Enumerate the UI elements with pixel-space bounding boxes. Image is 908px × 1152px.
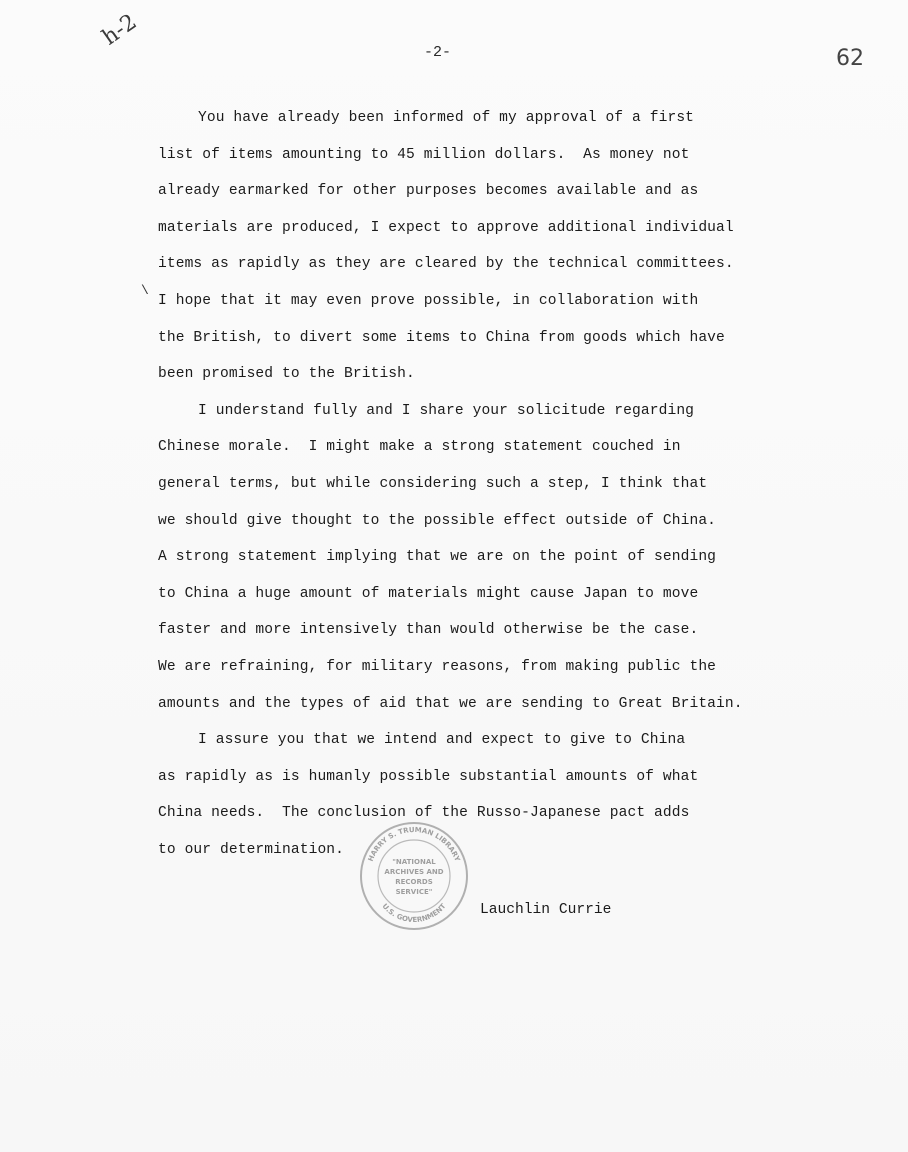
text-line: We are refraining, for military reasons, from making public the (158, 658, 717, 675)
text-line: to our determination. (158, 841, 345, 858)
text-line: to China a huge amount of materials might cause Japan to move (158, 585, 699, 602)
archive-stamp-icon (358, 820, 470, 932)
text-line: materials are produced, I expect to approve additional individual (158, 219, 734, 236)
text-line: I hope that it may even prove possible, in collaboration with (158, 292, 699, 309)
stamp-inner-line: ARCHIVES AND (384, 868, 444, 876)
page-marker: -2- (424, 44, 452, 61)
text-line: I understand fully and I share your solicitude regarding (198, 402, 695, 419)
stamp-inner-line: "NATIONAL (392, 858, 436, 866)
text-line: faster and more intensively than would otherwise be the case. (158, 622, 699, 639)
handwritten-note: h-2 (98, 9, 142, 51)
stamp-inner-line: SERVICE" (395, 888, 433, 896)
text-line: the British, to divert some items to China from goods which have (158, 329, 725, 346)
stamp-outer-top: HARRY S. TRUMAN LIBRARY (366, 825, 462, 863)
text-line: already earmarked for other purposes becomes available and as (158, 183, 699, 200)
stamp-inner-line: RECORDS (395, 878, 433, 886)
text-line: I assure you that we intend and expect to give to China (198, 732, 686, 749)
text-line: Chinese morale. I might make a strong statement couched in (158, 439, 681, 456)
margin-tick-mark: \ (141, 283, 149, 298)
stamp-outer-bottom: U.S. GOVERNMENT (380, 902, 448, 925)
text-line: been promised to the British. (158, 366, 415, 383)
letter-body (146, 100, 746, 868)
signature-name: Lauchlin Currie (480, 902, 612, 918)
page-number: 62 (836, 46, 864, 71)
paragraph-1 (146, 100, 746, 393)
text-line: as rapidly as is humanly possible substantial amounts of what (158, 768, 699, 785)
text-line: China needs. The conclusion of the Russo-Japanese pact adds (158, 805, 690, 822)
text-line: A strong statement implying that we are on the point of sending (158, 549, 717, 566)
text-line: we should give thought to the possible effect outside of China. (158, 512, 717, 529)
text-line: amounts and the types of aid that we are sending to Great Britain. (158, 695, 743, 712)
text-line: list of items amounting to 45 million dollars. As money not (158, 146, 690, 163)
text-line: items as rapidly as they are cleared by the technical committees. (158, 256, 734, 273)
text-line: You have already been informed of my approval of a first (198, 110, 695, 126)
paragraph-2 (146, 393, 746, 722)
text-line: general terms, but while considering such a step, I think that (158, 475, 708, 492)
